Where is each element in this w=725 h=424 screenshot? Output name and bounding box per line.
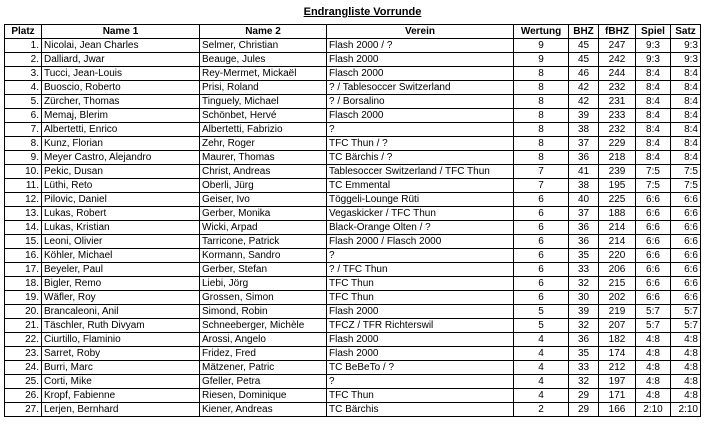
table-row — [5, 319, 701, 333]
name2-cell: Liebi, Jörg — [200, 277, 327, 291]
table-row — [5, 165, 701, 179]
wertung-cell: 4 — [514, 333, 569, 347]
bhz-cell: 36 — [569, 235, 599, 249]
header-fbhz: fBHZ — [599, 25, 636, 39]
satz-cell: 4:8 — [671, 333, 701, 347]
name2-cell: Oberli, Jürg — [200, 179, 327, 193]
spiel-cell: 4:8 — [636, 389, 671, 403]
platz-cell: 7. — [5, 123, 42, 137]
verein-cell: Flash 2000 — [327, 347, 514, 361]
fbhz-cell: 231 — [599, 95, 636, 109]
spiel-cell: 6:6 — [636, 235, 671, 249]
bhz-cell: 32 — [569, 277, 599, 291]
spiel-cell: 6:6 — [636, 221, 671, 235]
name1-cell: Wäfler, Roy — [42, 291, 200, 305]
platz-cell: 9. — [5, 151, 42, 165]
verein-cell: Tablesoccer Switzerland / TFC Thun — [327, 165, 514, 179]
fbhz-cell: 218 — [599, 151, 636, 165]
satz-cell: 2:10 — [671, 403, 701, 417]
fbhz-cell: 214 — [599, 221, 636, 235]
name1-cell: Zürcher, Thomas — [42, 95, 200, 109]
platz-cell: 5. — [5, 95, 42, 109]
table-row — [5, 221, 701, 235]
platz-cell: 20. — [5, 305, 42, 319]
satz-cell: 7:5 — [671, 165, 701, 179]
header-verein: Verein — [327, 25, 514, 39]
fbhz-cell: 233 — [599, 109, 636, 123]
spiel-cell: 5:7 — [636, 319, 671, 333]
fbhz-cell: 219 — [599, 305, 636, 319]
wertung-cell: 6 — [514, 263, 569, 277]
platz-cell: 15. — [5, 235, 42, 249]
platz-cell: 21. — [5, 319, 42, 333]
name2-cell: Rey-Mermet, Mickaël — [200, 67, 327, 81]
wertung-cell: 9 — [514, 39, 569, 53]
spiel-cell: 9:3 — [636, 39, 671, 53]
bhz-cell: 42 — [569, 81, 599, 95]
wertung-cell: 8 — [514, 109, 569, 123]
wertung-cell: 8 — [514, 95, 569, 109]
verein-cell: Flash 2000 / Flasch 2000 — [327, 235, 514, 249]
bhz-cell: 30 — [569, 291, 599, 305]
table-row — [5, 109, 701, 123]
verein-cell: Flash 2000 — [327, 305, 514, 319]
table-row — [5, 263, 701, 277]
platz-cell: 8. — [5, 137, 42, 151]
spiel-cell: 6:6 — [636, 193, 671, 207]
platz-cell: 17. — [5, 263, 42, 277]
header-row — [5, 25, 701, 39]
name2-cell: Schönbet, Hervé — [200, 109, 327, 123]
name2-cell: Wicki, Arpad — [200, 221, 327, 235]
verein-cell: ? / Tablesoccer Switzerland — [327, 81, 514, 95]
wertung-cell: 6 — [514, 235, 569, 249]
bhz-cell: 39 — [569, 305, 599, 319]
spiel-cell: 9:3 — [636, 53, 671, 67]
fbhz-cell: 171 — [599, 389, 636, 403]
name1-cell: Pilovic, Daniel — [42, 193, 200, 207]
wertung-cell: 8 — [514, 67, 569, 81]
spiel-cell: 4:8 — [636, 375, 671, 389]
platz-cell: 1. — [5, 39, 42, 53]
name2-cell: Gfeller, Petra — [200, 375, 327, 389]
table-row — [5, 389, 701, 403]
table-row — [5, 305, 701, 319]
name2-cell: Gerber, Stefan — [200, 263, 327, 277]
name2-cell: Gerber, Monika — [200, 207, 327, 221]
name1-cell: Albertetti, Enrico — [42, 123, 200, 137]
platz-cell: 13. — [5, 207, 42, 221]
name1-cell: Meyer Castro, Alejandro — [42, 151, 200, 165]
platz-cell: 11. — [5, 179, 42, 193]
wertung-cell: 4 — [514, 375, 569, 389]
bhz-cell: 37 — [569, 137, 599, 151]
name1-cell: Buoscio, Roberto — [42, 81, 200, 95]
header-spiel: Spiel — [636, 25, 671, 39]
bhz-cell: 42 — [569, 95, 599, 109]
bhz-cell: 46 — [569, 67, 599, 81]
verein-cell: Flash 2000 — [327, 333, 514, 347]
bhz-cell: 36 — [569, 333, 599, 347]
verein-cell: TFC Thun — [327, 277, 514, 291]
satz-cell: 6:6 — [671, 207, 701, 221]
fbhz-cell: 188 — [599, 207, 636, 221]
header-platz: Platz — [5, 25, 42, 39]
fbhz-cell: 214 — [599, 235, 636, 249]
fbhz-cell: 232 — [599, 123, 636, 137]
verein-cell: Black-Orange Olten / ? — [327, 221, 514, 235]
header-name1: Name 1 — [42, 25, 200, 39]
bhz-cell: 32 — [569, 319, 599, 333]
spiel-cell: 5:7 — [636, 305, 671, 319]
bhz-cell: 35 — [569, 347, 599, 361]
verein-cell: TFCZ / TFR Richterswil — [327, 319, 514, 333]
bhz-cell: 36 — [569, 151, 599, 165]
header-wertung: Wertung — [514, 25, 569, 39]
name1-cell: Leoni, Olivier — [42, 235, 200, 249]
platz-cell: 2. — [5, 53, 42, 67]
verein-cell: TC Bärchis / ? — [327, 151, 514, 165]
verein-cell: Flash 2000 / ? — [327, 39, 514, 53]
name1-cell: Corti, Mike — [42, 375, 200, 389]
table-row — [5, 179, 701, 193]
name1-cell: Memaj, Blerim — [42, 109, 200, 123]
fbhz-cell: 244 — [599, 67, 636, 81]
name2-cell: Arossi, Angelo — [200, 333, 327, 347]
name2-cell: Christ, Andreas — [200, 165, 327, 179]
fbhz-cell: 232 — [599, 81, 636, 95]
verein-cell: TC BeBeTo / ? — [327, 361, 514, 375]
table-body — [5, 39, 701, 417]
verein-cell: Flasch 2000 — [327, 67, 514, 81]
platz-cell: 3. — [5, 67, 42, 81]
verein-cell: ? / Borsalino — [327, 95, 514, 109]
name2-cell: Grossen, Simon — [200, 291, 327, 305]
name2-cell: Zehr, Roger — [200, 137, 327, 151]
verein-cell: TFC Thun / ? — [327, 137, 514, 151]
satz-cell: 4:8 — [671, 375, 701, 389]
header-satz: Satz — [671, 25, 701, 39]
platz-cell: 16. — [5, 249, 42, 263]
table-row — [5, 291, 701, 305]
verein-cell: ? — [327, 123, 514, 137]
name2-cell: Simond, Robin — [200, 305, 327, 319]
verein-cell: ? — [327, 249, 514, 263]
table-row — [5, 375, 701, 389]
name2-cell: Selmer, Christian — [200, 39, 327, 53]
name1-cell: Lukas, Robert — [42, 207, 200, 221]
wertung-cell: 5 — [514, 305, 569, 319]
spiel-cell: 6:6 — [636, 263, 671, 277]
table-row — [5, 151, 701, 165]
wertung-cell: 9 — [514, 53, 569, 67]
spiel-cell: 4:8 — [636, 347, 671, 361]
satz-cell: 6:6 — [671, 249, 701, 263]
bhz-cell: 35 — [569, 249, 599, 263]
name1-cell: Tucci, Jean-Louis — [42, 67, 200, 81]
fbhz-cell: 195 — [599, 179, 636, 193]
table-row — [5, 53, 701, 67]
name1-cell: Ciurtillo, Flaminio — [42, 333, 200, 347]
bhz-cell: 45 — [569, 53, 599, 67]
satz-cell: 6:6 — [671, 263, 701, 277]
ranking-table — [4, 24, 701, 417]
table-row — [5, 123, 701, 137]
bhz-cell: 29 — [569, 389, 599, 403]
bhz-cell: 39 — [569, 109, 599, 123]
satz-cell: 8:4 — [671, 137, 701, 151]
table-row — [5, 81, 701, 95]
name2-cell: Kormann, Sandro — [200, 249, 327, 263]
verein-cell: TC Bärchis — [327, 403, 514, 417]
fbhz-cell: 207 — [599, 319, 636, 333]
name2-cell: Beauge, Jules — [200, 53, 327, 67]
platz-cell: 26. — [5, 389, 42, 403]
verein-cell: TC Emmental — [327, 179, 514, 193]
bhz-cell: 37 — [569, 207, 599, 221]
name2-cell: Geiser, Ivo — [200, 193, 327, 207]
fbhz-cell: 215 — [599, 277, 636, 291]
wertung-cell: 7 — [514, 165, 569, 179]
name1-cell: Kunz, Florian — [42, 137, 200, 151]
spiel-cell: 8:4 — [636, 95, 671, 109]
fbhz-cell: 206 — [599, 263, 636, 277]
bhz-cell: 33 — [569, 361, 599, 375]
name1-cell: Sarret, Roby — [42, 347, 200, 361]
bhz-cell: 36 — [569, 221, 599, 235]
platz-cell: 14. — [5, 221, 42, 235]
fbhz-cell: 202 — [599, 291, 636, 305]
satz-cell: 8:4 — [671, 67, 701, 81]
wertung-cell: 8 — [514, 81, 569, 95]
spiel-cell: 8:4 — [636, 67, 671, 81]
satz-cell: 8:4 — [671, 109, 701, 123]
verein-cell: TFC Thun — [327, 291, 514, 305]
spiel-cell: 8:4 — [636, 109, 671, 123]
fbhz-cell: 174 — [599, 347, 636, 361]
wertung-cell: 2 — [514, 403, 569, 417]
verein-cell: Flash 2000 — [327, 53, 514, 67]
table-row — [5, 249, 701, 263]
name2-cell: Mätzener, Patric — [200, 361, 327, 375]
satz-cell: 8:4 — [671, 123, 701, 137]
satz-cell: 5:7 — [671, 319, 701, 333]
name2-cell: Schneeberger, Michèle — [200, 319, 327, 333]
bhz-cell: 32 — [569, 375, 599, 389]
spiel-cell: 8:4 — [636, 123, 671, 137]
name1-cell: Beyeler, Paul — [42, 263, 200, 277]
bhz-cell: 38 — [569, 179, 599, 193]
bhz-cell: 41 — [569, 165, 599, 179]
name2-cell: Kiener, Andreas — [200, 403, 327, 417]
wertung-cell: 6 — [514, 291, 569, 305]
bhz-cell: 40 — [569, 193, 599, 207]
platz-cell: 18. — [5, 277, 42, 291]
name1-cell: Kropf, Fabienne — [42, 389, 200, 403]
platz-cell: 6. — [5, 109, 42, 123]
platz-cell: 25. — [5, 375, 42, 389]
wertung-cell: 7 — [514, 179, 569, 193]
name2-cell: Tarricone, Patrick — [200, 235, 327, 249]
spiel-cell: 8:4 — [636, 137, 671, 151]
spiel-cell: 7:5 — [636, 165, 671, 179]
fbhz-cell: 166 — [599, 403, 636, 417]
satz-cell: 8:4 — [671, 151, 701, 165]
fbhz-cell: 197 — [599, 375, 636, 389]
satz-cell: 4:8 — [671, 361, 701, 375]
name2-cell: Albertetti, Fabrizio — [200, 123, 327, 137]
bhz-cell: 33 — [569, 263, 599, 277]
name1-cell: Dalliard, Jwar — [42, 53, 200, 67]
verein-cell: Töggeli-Lounge Rüti — [327, 193, 514, 207]
table-row — [5, 67, 701, 81]
name2-cell: Riesen, Dominique — [200, 389, 327, 403]
fbhz-cell: 247 — [599, 39, 636, 53]
verein-cell: Flasch 2000 — [327, 109, 514, 123]
wertung-cell: 4 — [514, 347, 569, 361]
verein-cell: ? — [327, 375, 514, 389]
header-name2: Name 2 — [200, 25, 327, 39]
fbhz-cell: 182 — [599, 333, 636, 347]
table-row — [5, 403, 701, 417]
table-row — [5, 333, 701, 347]
table-row — [5, 361, 701, 375]
platz-cell: 27. — [5, 403, 42, 417]
wertung-cell: 4 — [514, 389, 569, 403]
spiel-cell: 8:4 — [636, 151, 671, 165]
wertung-cell: 5 — [514, 319, 569, 333]
satz-cell: 6:6 — [671, 277, 701, 291]
name2-cell: Tinguely, Michael — [200, 95, 327, 109]
satz-cell: 6:6 — [671, 221, 701, 235]
table-row — [5, 39, 701, 53]
verein-cell: ? / TFC Thun — [327, 263, 514, 277]
satz-cell: 6:6 — [671, 291, 701, 305]
wertung-cell: 8 — [514, 123, 569, 137]
fbhz-cell: 242 — [599, 53, 636, 67]
name1-cell: Bigler, Remo — [42, 277, 200, 291]
satz-cell: 8:4 — [671, 95, 701, 109]
name1-cell: Täschler, Ruth Divyam — [42, 319, 200, 333]
platz-cell: 10. — [5, 165, 42, 179]
satz-cell: 8:4 — [671, 81, 701, 95]
satz-cell: 6:6 — [671, 193, 701, 207]
platz-cell: 4. — [5, 81, 42, 95]
satz-cell: 9:3 — [671, 53, 701, 67]
table-row — [5, 207, 701, 221]
platz-cell: 24. — [5, 361, 42, 375]
name2-cell: Maurer, Thomas — [200, 151, 327, 165]
name2-cell: Prisi, Roland — [200, 81, 327, 95]
table-row — [5, 137, 701, 151]
name1-cell: Burri, Marc — [42, 361, 200, 375]
wertung-cell: 6 — [514, 221, 569, 235]
spiel-cell: 6:6 — [636, 277, 671, 291]
platz-cell: 12. — [5, 193, 42, 207]
header-bhz: BHZ — [569, 25, 599, 39]
name1-cell: Pekic, Dusan — [42, 165, 200, 179]
wertung-cell: 8 — [514, 137, 569, 151]
spiel-cell: 4:8 — [636, 361, 671, 375]
fbhz-cell: 220 — [599, 249, 636, 263]
name1-cell: Nicolai, Jean Charles — [42, 39, 200, 53]
bhz-cell: 38 — [569, 123, 599, 137]
spiel-cell: 6:6 — [636, 249, 671, 263]
spiel-cell: 6:6 — [636, 291, 671, 305]
platz-cell: 22. — [5, 333, 42, 347]
satz-cell: 4:8 — [671, 389, 701, 403]
platz-cell: 23. — [5, 347, 42, 361]
platz-cell: 19. — [5, 291, 42, 305]
table-row — [5, 235, 701, 249]
table-row — [5, 277, 701, 291]
spiel-cell: 2:10 — [636, 403, 671, 417]
bhz-cell: 29 — [569, 403, 599, 417]
fbhz-cell: 225 — [599, 193, 636, 207]
satz-cell: 7:5 — [671, 179, 701, 193]
satz-cell: 9:3 — [671, 39, 701, 53]
spiel-cell: 8:4 — [636, 81, 671, 95]
verein-cell: TFC Thun — [327, 389, 514, 403]
name1-cell: Köhler, Michael — [42, 249, 200, 263]
wertung-cell: 8 — [514, 151, 569, 165]
fbhz-cell: 212 — [599, 361, 636, 375]
name1-cell: Lüthi, Reto — [42, 179, 200, 193]
spiel-cell: 6:6 — [636, 207, 671, 221]
fbhz-cell: 229 — [599, 137, 636, 151]
name1-cell: Lukas, Kristian — [42, 221, 200, 235]
table-row — [5, 193, 701, 207]
wertung-cell: 6 — [514, 207, 569, 221]
fbhz-cell: 239 — [599, 165, 636, 179]
satz-cell: 5:7 — [671, 305, 701, 319]
satz-cell: 6:6 — [671, 235, 701, 249]
name2-cell: Fridez, Fred — [200, 347, 327, 361]
wertung-cell: 4 — [514, 361, 569, 375]
bhz-cell: 45 — [569, 39, 599, 53]
table-row — [5, 95, 701, 109]
wertung-cell: 6 — [514, 249, 569, 263]
table-row — [5, 347, 701, 361]
page-title: Endrangliste Vorrunde — [303, 6, 422, 18]
name1-cell: Brancaleoni, Anil — [42, 305, 200, 319]
spiel-cell: 7:5 — [636, 179, 671, 193]
wertung-cell: 6 — [514, 193, 569, 207]
name1-cell: Lerjen, Bernhard — [42, 403, 200, 417]
spiel-cell: 4:8 — [636, 333, 671, 347]
satz-cell: 4:8 — [671, 347, 701, 361]
verein-cell: Vegaskicker / TFC Thun — [327, 207, 514, 221]
wertung-cell: 6 — [514, 277, 569, 291]
